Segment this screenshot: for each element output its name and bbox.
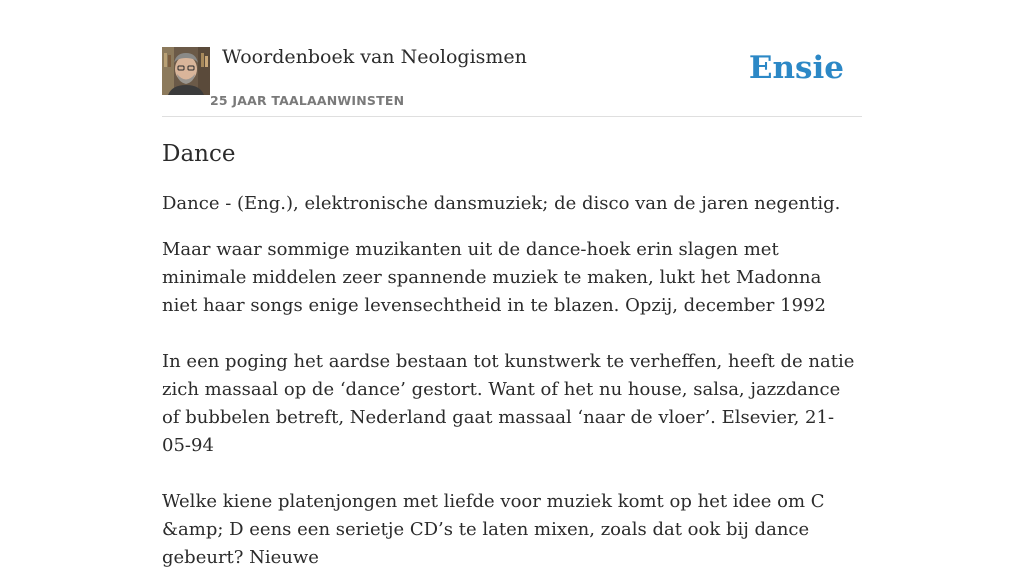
- author-portrait-icon[interactable]: [162, 47, 210, 95]
- blog-header: [162, 46, 862, 117]
- quote-paragraph: Welke kiene platenjongen met liefde voor muziek komt op het idee om C &amp; D eens een serietje CD’s te laten mixen, zoals dat ook bij dance gebeurt? Nieuwe: [162, 491, 825, 568]
- ensie-logo-link[interactable]: Ensie: [748, 50, 844, 86]
- quote-paragraph: Maar waar sommige muzikanten uit de dance-hoek erin slagen met minimale middelen zeer spannende muziek te maken, lukt het Madonna niet haar songs enige levensechtheid in te blazen. Opzij, december 1992: [162, 239, 826, 316]
- blog-subtitle: 25 JAAR TAALAANWINSTEN: [210, 93, 405, 108]
- blog-title[interactable]: Woordenboek van Neologismen: [222, 46, 527, 68]
- article: [162, 140, 862, 572]
- article-definition: Dance - (Eng.), elektronische dansmuziek; de disco van de jaren negentig.: [162, 193, 841, 214]
- quote-paragraph: In een poging het aardse bestaan tot kunstwerk te verheffen, heeft de natie zich massaal op de ‘dance’ gestort. Want of het nu house, salsa, jazzdance of bubbelen betreft, Nederland gaat massaal ‘naar de vloer’. Elsevier, 21-05-94: [162, 351, 855, 456]
- article-title: Dance: [162, 141, 236, 167]
